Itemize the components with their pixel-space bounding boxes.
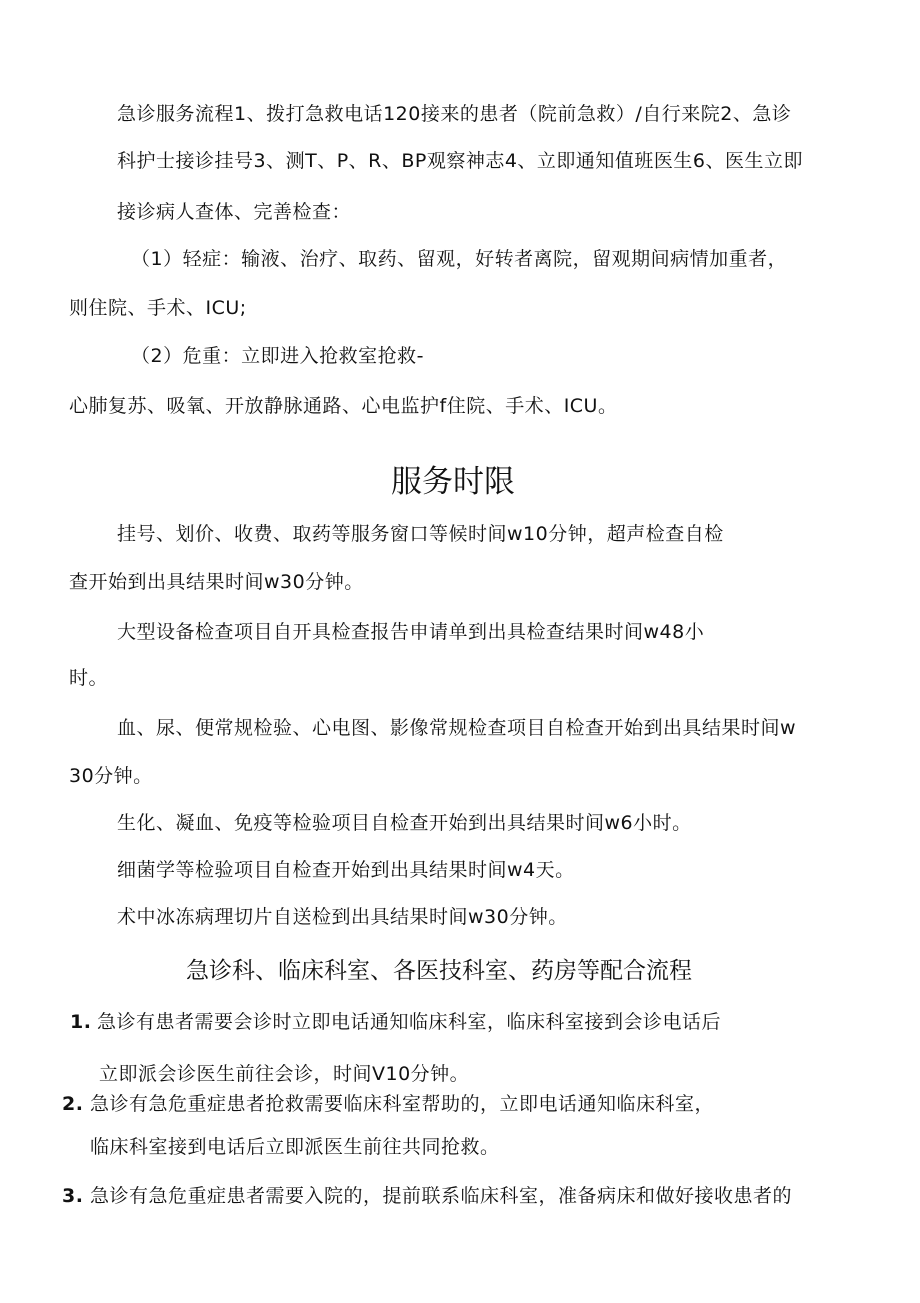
list-item-number: 3. xyxy=(62,1185,84,1207)
limit-line-7: 生化、凝血、免疫等检验项目自检查开始到出具结果时间w6小时。 xyxy=(117,812,692,834)
limit-line-6: 30分钟。 xyxy=(69,765,153,787)
flow-mild-case-cont: 则住院、手术、ICU; xyxy=(69,297,247,319)
limit-line-5: 血、尿、便常规检验、心电图、影像常规检查项目自检查开始到出具结果时间w xyxy=(117,717,797,739)
list-item-text: 急诊有急危重症患者抢救需要临床科室帮助的，立即电话通知临床科室， xyxy=(90,1093,715,1115)
list-item-text-cont: 立即派会诊医生前往会诊，时间V10分钟。 xyxy=(99,1063,470,1085)
flow-critical-case: （2）危重：立即进入抢救室抢救- xyxy=(131,345,424,367)
limit-line-4: 时。 xyxy=(69,667,109,689)
flow-mild-case: （1）轻症：输液、治疗、取药、留观，好转者离院，留观期间病情加重者， xyxy=(131,248,788,270)
list-item-number: 1. xyxy=(70,1011,92,1033)
limit-line-2: 查开始到出具结果时间w30分钟。 xyxy=(69,571,364,593)
section-title-time-limits: 服务时限 xyxy=(391,464,515,500)
section-title-cooperation: 急诊科、临床科室、各医技科室、药房等配合流程 xyxy=(186,958,692,984)
limit-line-1: 挂号、划价、收费、取药等服务窗口等候时间w10分钟，超声检查自检 xyxy=(117,523,724,545)
flow-line-2: 科护士接诊挂号3、测T、P、R、BP观察神志4、立即通知值班医生6、医生立即 xyxy=(117,150,804,172)
flow-critical-case-cont: 心肺复苏、吸氧、开放静脉通路、心电监护f住院、手术、ICU。 xyxy=(69,395,618,417)
limit-line-9: 术中冰冻病理切片自送检到出具结果时间w30分钟。 xyxy=(117,906,568,928)
flow-line-1: 急诊服务流程1、拨打急救电话120接来的患者（院前急救）/自行来院2、急诊 xyxy=(117,103,792,125)
flow-line-3: 接诊病人查体、完善检查： xyxy=(117,201,352,223)
limit-line-8: 细菌学等检验项目自检查开始到出具结果时间w4天。 xyxy=(117,859,575,881)
list-item-number: 2. xyxy=(62,1093,84,1115)
limit-line-3: 大型设备检查项目自开具检查报告申请单到出具检查结果时间w48小 xyxy=(117,621,705,643)
list-item-text: 急诊有患者需要会诊时立即电话通知临床科室，临床科室接到会诊电话后 xyxy=(97,1011,722,1033)
list-item-text: 急诊有急危重症患者需要入院的，提前联系临床科室，准备病床和做好接收患者的 xyxy=(90,1185,793,1207)
list-item-text-cont: 临床科室接到电话后立即派医生前往共同抢救。 xyxy=(90,1136,500,1158)
